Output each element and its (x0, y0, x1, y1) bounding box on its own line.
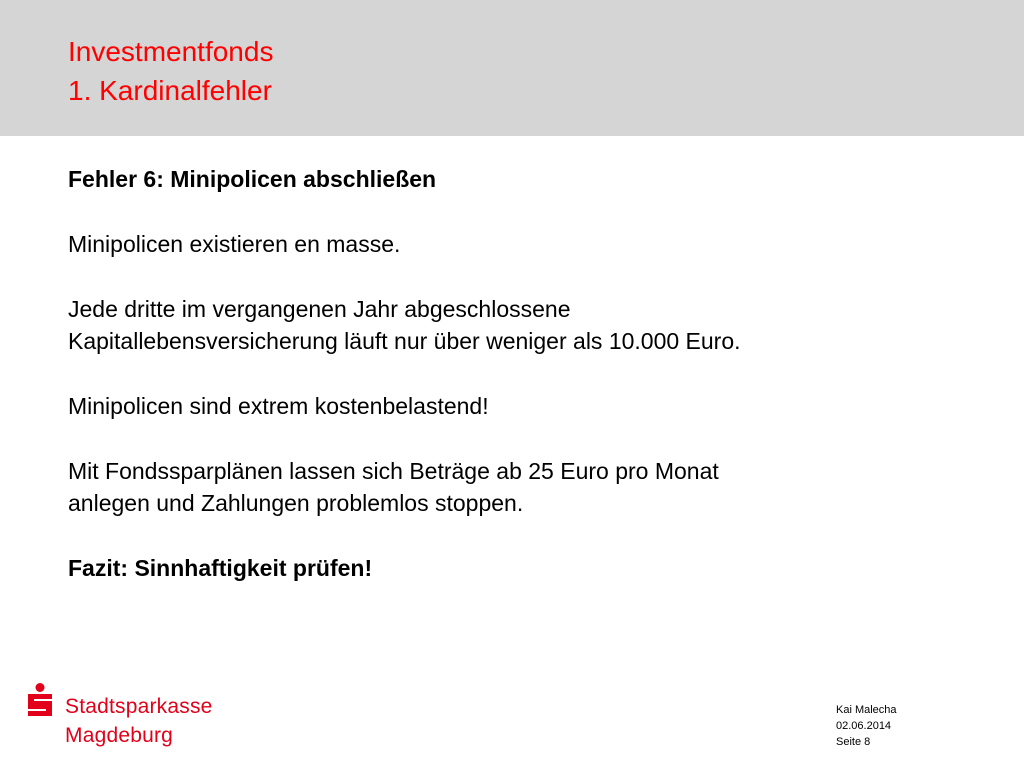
logo-name-line1: Stadtsparkasse (65, 695, 213, 718)
paragraph-line: Jede dritte im vergangenen Jahr abgeschlossene (68, 296, 571, 322)
footer-author: Kai Malecha (836, 704, 897, 716)
footer-page-number: Seite 8 (836, 736, 871, 748)
slide-subtitle: 1. Kardinalfehler (68, 75, 272, 106)
paragraph-kapitallebensversicherung (68, 293, 968, 357)
slide-title: Investmentfonds (68, 36, 274, 67)
sparkasse-logo (26, 683, 266, 753)
header-band (0, 0, 1024, 136)
logo-name-line2: Magdeburg (65, 724, 174, 747)
slide-body (68, 163, 968, 617)
sparkasse-s-icon (26, 683, 54, 719)
paragraph-line: anlegen und Zahlungen problemlos stoppen. (68, 490, 524, 516)
footer-info (836, 702, 897, 750)
footer-date: 02.06.2014 (836, 720, 892, 732)
paragraph-minipolicen-masse: Minipolicen existieren en masse. (68, 231, 401, 257)
section-heading: Fehler 6: Minipolicen abschließen (68, 166, 437, 192)
paragraph-fondssparplaene (68, 455, 968, 519)
paragraph-line: Mit Fondssparplänen lassen sich Beträge ab 25 Euro pro Monat (68, 458, 719, 484)
conclusion: Fazit: Sinnhaftigkeit prüfen! (68, 555, 373, 581)
paragraph-line: Kapitallebensversicherung läuft nur über weniger als 10.000 Euro. (68, 328, 741, 354)
paragraph-kostenbelastend: Minipolicen sind extrem kostenbelastend! (68, 393, 489, 419)
